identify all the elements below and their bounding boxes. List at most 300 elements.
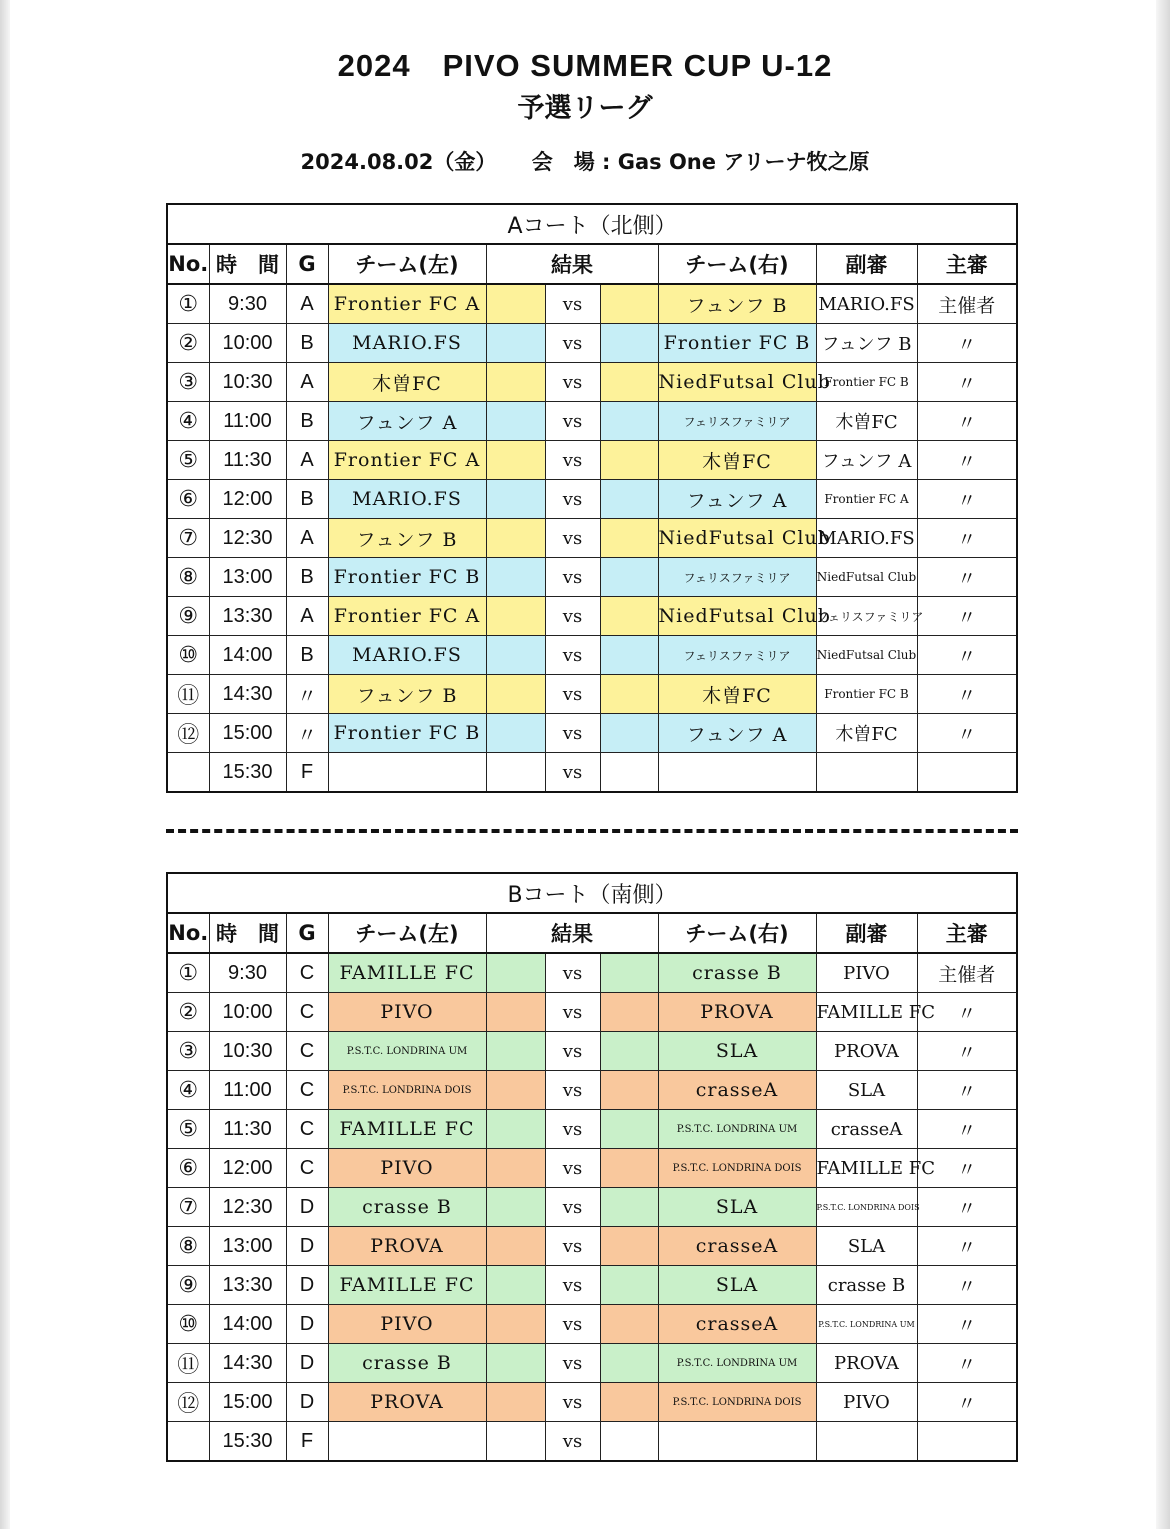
match-row (167, 1110, 1017, 1149)
main-referee: 〃 (917, 519, 1017, 558)
match-number: ⑨ (167, 1266, 209, 1305)
team-left: フュンフ B (328, 519, 486, 558)
team-left: PIVO (328, 993, 486, 1032)
main-referee: 〃 (917, 1032, 1017, 1071)
score-left (486, 1188, 545, 1227)
match-number: ⑩ (167, 1305, 209, 1344)
score-right (600, 993, 658, 1032)
sub-referee: 木曽FC (816, 714, 917, 753)
team-right: 木曽FC (658, 441, 816, 480)
match-group: A (286, 597, 328, 636)
main-referee (917, 1422, 1017, 1462)
match-group: B (286, 558, 328, 597)
match-row (167, 675, 1017, 714)
match-group: A (286, 363, 328, 402)
match-number: ① (167, 284, 209, 324)
vs-label: vs (545, 675, 600, 714)
page-title: 2024 PIVO SUMMER CUP U-12 (337, 48, 833, 83)
team-right: フェリスファミリア (658, 636, 816, 675)
sub-referee: 木曽FC (816, 402, 917, 441)
match-time: 12:30 (209, 519, 286, 558)
team-left (328, 753, 486, 793)
match-group: D (286, 1188, 328, 1227)
match-time: 11:00 (209, 1071, 286, 1110)
match-number: ⑥ (167, 480, 209, 519)
team-right: フュンフ A (658, 480, 816, 519)
score-left (486, 1305, 545, 1344)
main-referee: 〃 (917, 1266, 1017, 1305)
main-referee: 〃 (917, 441, 1017, 480)
match-time: 12:30 (209, 1188, 286, 1227)
team-left: PIVO (328, 1305, 486, 1344)
vs-label: vs (545, 753, 600, 793)
main-referee: 〃 (917, 1188, 1017, 1227)
match-row (167, 363, 1017, 402)
sub-referee: P.S.T.C. LONDRINA UM (816, 1305, 917, 1344)
team-right: SLA (658, 1266, 816, 1305)
vs-label: vs (545, 714, 600, 753)
score-right (600, 753, 658, 793)
page-edge-right (1156, 0, 1170, 1529)
match-time: 11:00 (209, 402, 286, 441)
team-left: FAMILLE FC (328, 1266, 486, 1305)
team-left: Frontier FC B (328, 714, 486, 753)
match-row (167, 480, 1017, 519)
match-number: ⑦ (167, 519, 209, 558)
team-left (328, 1422, 486, 1462)
col-header-result: 結果 (486, 913, 658, 953)
main-referee: 〃 (917, 1383, 1017, 1422)
match-number: ⑫ (167, 1383, 209, 1422)
vs-label: vs (545, 1110, 600, 1149)
team-right: P.S.T.C. LONDRINA UM (658, 1344, 816, 1383)
match-number: ⑪ (167, 1344, 209, 1383)
score-left (486, 597, 545, 636)
score-right (600, 1032, 658, 1071)
team-left: MARIO.FS (328, 636, 486, 675)
sub-referee: NiedFutsal Club (816, 636, 917, 675)
team-left: PROVA (328, 1227, 486, 1266)
match-row (167, 441, 1017, 480)
score-left (486, 1032, 545, 1071)
event-info (0, 146, 1170, 176)
section-divider (166, 829, 1018, 833)
team-left: フュンフ B (328, 675, 486, 714)
team-right: 木曽FC (658, 675, 816, 714)
team-right (658, 1422, 816, 1462)
match-number: ⑫ (167, 714, 209, 753)
main-referee: 〃 (917, 558, 1017, 597)
match-number: ② (167, 324, 209, 363)
match-group: F (286, 753, 328, 793)
score-right (600, 1383, 658, 1422)
score-right (600, 675, 658, 714)
match-group: A (286, 441, 328, 480)
main-referee: 〃 (917, 597, 1017, 636)
team-right: NiedFutsal Club (658, 519, 816, 558)
sub-referee: crasse B (816, 1266, 917, 1305)
score-left (486, 324, 545, 363)
col-header-time: 時 間 (209, 913, 286, 953)
match-row (167, 753, 1017, 793)
sub-referee: フュンフ A (816, 441, 917, 480)
team-left: P.S.T.C. LONDRINA DOIS (328, 1071, 486, 1110)
vs-label: vs (545, 1149, 600, 1188)
match-group: C (286, 993, 328, 1032)
team-left: フュンフ A (328, 402, 486, 441)
match-time: 11:30 (209, 441, 286, 480)
col-header-sub-referee: 副審 (816, 913, 917, 953)
team-right: フェリスファミリア (658, 402, 816, 441)
match-row (167, 597, 1017, 636)
match-group: F (286, 1422, 328, 1462)
score-right (600, 480, 658, 519)
score-left (486, 1344, 545, 1383)
score-right (600, 1266, 658, 1305)
score-left (486, 1227, 545, 1266)
match-time: 13:30 (209, 597, 286, 636)
match-row (167, 1422, 1017, 1462)
match-time: 14:30 (209, 675, 286, 714)
score-right (600, 1149, 658, 1188)
team-right: NiedFutsal Club (658, 363, 816, 402)
team-right: フュンフ B (658, 284, 816, 324)
match-group: B (286, 324, 328, 363)
score-right (600, 441, 658, 480)
score-left (486, 284, 545, 324)
match-group: B (286, 480, 328, 519)
score-right (600, 1188, 658, 1227)
match-group: D (286, 1305, 328, 1344)
vs-label: vs (545, 480, 600, 519)
match-group: C (286, 1110, 328, 1149)
score-left (486, 1149, 545, 1188)
vs-label: vs (545, 1188, 600, 1227)
sub-referee: NiedFutsal Club (816, 558, 917, 597)
score-left (486, 1422, 545, 1462)
sub-referee: crasseA (816, 1110, 917, 1149)
match-number: ④ (167, 1071, 209, 1110)
col-header-main-referee: 主審 (917, 244, 1017, 284)
main-referee: 〃 (917, 993, 1017, 1032)
match-time: 15:30 (209, 1422, 286, 1462)
team-right: crasseA (658, 1227, 816, 1266)
match-row (167, 636, 1017, 675)
team-right: P.S.T.C. LONDRINA UM (658, 1110, 816, 1149)
match-number: ⑪ (167, 675, 209, 714)
sub-referee: Frontier FC B (816, 363, 917, 402)
col-header-team-right: チーム(右) (658, 244, 816, 284)
match-group: D (286, 1227, 328, 1266)
vs-label: vs (545, 1266, 600, 1305)
score-right (600, 597, 658, 636)
team-left: FAMILLE FC (328, 1110, 486, 1149)
match-number: ⑤ (167, 441, 209, 480)
main-referee: 〃 (917, 1344, 1017, 1383)
col-header-no: No. (167, 913, 209, 953)
main-referee: 〃 (917, 1305, 1017, 1344)
match-group: A (286, 519, 328, 558)
score-right (600, 284, 658, 324)
score-right (600, 519, 658, 558)
match-row (167, 1188, 1017, 1227)
col-header-team-right: チーム(右) (658, 913, 816, 953)
court-title: Aコート（北側） (167, 204, 1017, 244)
score-right (600, 324, 658, 363)
sub-referee: PIVO (816, 1383, 917, 1422)
vs-label: vs (545, 993, 600, 1032)
match-group: C (286, 1071, 328, 1110)
col-header-group: G (286, 244, 328, 284)
col-header-team-left: チーム(左) (328, 244, 486, 284)
score-left (486, 480, 545, 519)
main-referee: 主催者 (917, 284, 1017, 324)
team-right: NiedFutsal Club (658, 597, 816, 636)
vs-label: vs (545, 324, 600, 363)
team-left: PROVA (328, 1383, 486, 1422)
match-row (167, 1344, 1017, 1383)
col-header-team-left: チーム(左) (328, 913, 486, 953)
score-left (486, 519, 545, 558)
score-right (600, 714, 658, 753)
main-referee: 〃 (917, 1110, 1017, 1149)
score-left (486, 441, 545, 480)
match-row (167, 1149, 1017, 1188)
vs-label: vs (545, 1071, 600, 1110)
team-left: MARIO.FS (328, 480, 486, 519)
match-time: 13:30 (209, 1266, 286, 1305)
score-right (600, 1305, 658, 1344)
col-header-no: No. (167, 244, 209, 284)
team-left: crasse B (328, 1188, 486, 1227)
main-referee: 〃 (917, 363, 1017, 402)
sub-referee (816, 753, 917, 793)
match-time: 14:00 (209, 1305, 286, 1344)
sub-referee: PIVO (816, 953, 917, 993)
match-time: 9:30 (209, 953, 286, 993)
match-time: 14:00 (209, 636, 286, 675)
vs-label: vs (545, 284, 600, 324)
team-right: PROVA (658, 993, 816, 1032)
main-referee: 〃 (917, 1071, 1017, 1110)
team-right: Frontier FC B (658, 324, 816, 363)
main-referee: 〃 (917, 480, 1017, 519)
team-left: P.S.T.C. LONDRINA UM (328, 1032, 486, 1071)
col-header-sub-referee: 副審 (816, 244, 917, 284)
page-edge-left (0, 0, 10, 1529)
team-right: フェリスファミリア (658, 558, 816, 597)
score-left (486, 953, 545, 993)
match-time: 10:00 (209, 993, 286, 1032)
event-date: 2024.08.02（金） (300, 150, 497, 174)
match-row (167, 519, 1017, 558)
vs-label: vs (545, 1305, 600, 1344)
sub-referee: フュンフ B (816, 324, 917, 363)
team-right: フュンフ A (658, 714, 816, 753)
col-header-result: 結果 (486, 244, 658, 284)
team-right: crasse B (658, 953, 816, 993)
match-time: 11:30 (209, 1110, 286, 1149)
score-left (486, 363, 545, 402)
page-subtitle: 予選リーグ (517, 93, 653, 124)
sub-referee: MARIO.FS (816, 519, 917, 558)
score-left (486, 753, 545, 793)
vs-label: vs (545, 1344, 600, 1383)
score-left (486, 1110, 545, 1149)
match-group: C (286, 1032, 328, 1071)
vs-label: vs (545, 1383, 600, 1422)
main-referee: 〃 (917, 714, 1017, 753)
score-right (600, 1110, 658, 1149)
sub-referee: フェリスファミリア (816, 597, 917, 636)
team-right: SLA (658, 1188, 816, 1227)
team-right: SLA (658, 1032, 816, 1071)
match-time: 12:00 (209, 1149, 286, 1188)
match-row (167, 1266, 1017, 1305)
main-referee: 〃 (917, 675, 1017, 714)
main-referee: 〃 (917, 1227, 1017, 1266)
sub-referee: SLA (816, 1071, 917, 1110)
match-group: C (286, 1149, 328, 1188)
vs-label: vs (545, 1422, 600, 1462)
sub-referee (816, 1422, 917, 1462)
vs-label: vs (545, 953, 600, 993)
match-number: ④ (167, 402, 209, 441)
match-row (167, 993, 1017, 1032)
vs-label: vs (545, 519, 600, 558)
score-right (600, 1344, 658, 1383)
match-number: ① (167, 953, 209, 993)
score-right (600, 636, 658, 675)
sub-referee: MARIO.FS (816, 284, 917, 324)
main-referee: 〃 (917, 402, 1017, 441)
vs-label: vs (545, 1032, 600, 1071)
team-left: crasse B (328, 1344, 486, 1383)
score-left (486, 993, 545, 1032)
main-referee (917, 753, 1017, 793)
score-right (600, 1227, 658, 1266)
match-number: ⑧ (167, 1227, 209, 1266)
match-row (167, 1227, 1017, 1266)
match-number (167, 1422, 209, 1462)
col-header-main-referee: 主審 (917, 913, 1017, 953)
match-number: ⑨ (167, 597, 209, 636)
team-right: P.S.T.C. LONDRINA DOIS (658, 1383, 816, 1422)
sub-referee: PROVA (816, 1032, 917, 1071)
team-left: Frontier FC A (328, 597, 486, 636)
vs-label: vs (545, 597, 600, 636)
match-row (167, 284, 1017, 324)
team-left: MARIO.FS (328, 324, 486, 363)
match-time: 10:30 (209, 363, 286, 402)
match-time: 15:00 (209, 714, 286, 753)
score-left (486, 558, 545, 597)
team-left: Frontier FC A (328, 441, 486, 480)
match-row (167, 1032, 1017, 1071)
vs-label: vs (545, 558, 600, 597)
vs-label: vs (545, 636, 600, 675)
match-number (167, 753, 209, 793)
sub-referee: PROVA (816, 1344, 917, 1383)
score-right (600, 953, 658, 993)
match-number: ② (167, 993, 209, 1032)
score-left (486, 1266, 545, 1305)
score-left (486, 402, 545, 441)
match-row (167, 402, 1017, 441)
match-number: ③ (167, 363, 209, 402)
col-header-group: G (286, 913, 328, 953)
sub-referee: P.S.T.C. LONDRINA DOIS (816, 1188, 917, 1227)
match-time: 15:30 (209, 753, 286, 793)
match-number: ⑦ (167, 1188, 209, 1227)
match-row (167, 324, 1017, 363)
main-referee: 〃 (917, 636, 1017, 675)
event-venue: 会 場 : Gas One アリーナ牧之原 (531, 150, 870, 174)
team-left: FAMILLE FC (328, 953, 486, 993)
match-group: D (286, 1383, 328, 1422)
team-right: P.S.T.C. LONDRINA DOIS (658, 1149, 816, 1188)
sub-referee: FAMILLE FC (816, 993, 917, 1032)
sub-referee: Frontier FC A (816, 480, 917, 519)
main-referee: 〃 (917, 324, 1017, 363)
match-row (167, 1383, 1017, 1422)
score-right (600, 1422, 658, 1462)
team-left: Frontier FC A (328, 284, 486, 324)
match-group: C (286, 953, 328, 993)
team-right (658, 753, 816, 793)
match-row (167, 1071, 1017, 1110)
match-group: B (286, 402, 328, 441)
sub-referee: Frontier FC B (816, 675, 917, 714)
match-time: 15:00 (209, 1383, 286, 1422)
match-time: 9:30 (209, 284, 286, 324)
match-number: ⑧ (167, 558, 209, 597)
team-left: Frontier FC B (328, 558, 486, 597)
team-right: crasseA (658, 1071, 816, 1110)
score-left (486, 1383, 545, 1422)
team-right: crasseA (658, 1305, 816, 1344)
court-title: Bコート（南側） (167, 873, 1017, 913)
court-a-table (166, 203, 1018, 793)
vs-label: vs (545, 1227, 600, 1266)
match-row (167, 953, 1017, 993)
team-left: PIVO (328, 1149, 486, 1188)
main-referee: 〃 (917, 1149, 1017, 1188)
vs-label: vs (545, 441, 600, 480)
match-number: ⑤ (167, 1110, 209, 1149)
score-right (600, 363, 658, 402)
sub-referee: FAMILLE FC (816, 1149, 917, 1188)
sub-referee: SLA (816, 1227, 917, 1266)
court-b-table (166, 872, 1018, 1462)
match-group: 〃 (286, 714, 328, 753)
match-time: 13:00 (209, 558, 286, 597)
match-time: 13:00 (209, 1227, 286, 1266)
match-time: 10:00 (209, 324, 286, 363)
match-group: D (286, 1344, 328, 1383)
score-left (486, 714, 545, 753)
match-group: B (286, 636, 328, 675)
vs-label: vs (545, 363, 600, 402)
match-time: 10:30 (209, 1032, 286, 1071)
col-header-time: 時 間 (209, 244, 286, 284)
main-referee: 主催者 (917, 953, 1017, 993)
match-group: A (286, 284, 328, 324)
match-row (167, 714, 1017, 753)
match-number: ③ (167, 1032, 209, 1071)
team-left: 木曽FC (328, 363, 486, 402)
match-row (167, 1305, 1017, 1344)
